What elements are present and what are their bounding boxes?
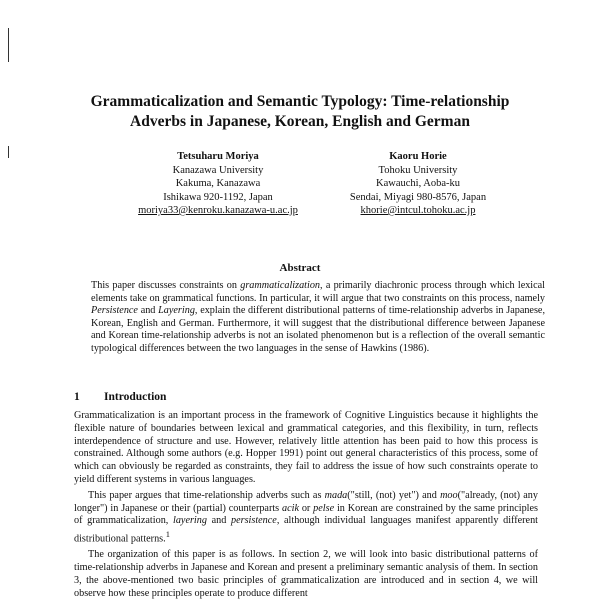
author-name: Tetsuharu Moriya: [177, 151, 259, 162]
scan-edge-mark: [8, 146, 9, 158]
author-address-line-1: Kawauchi, Aoba-ku: [376, 178, 460, 189]
abstract-heading: Abstract: [279, 262, 321, 274]
author-block-2: [318, 150, 518, 218]
author-email-link[interactable]: khorie@intcul.tohoku.ac.jp: [360, 205, 476, 216]
paragraph-1: Grammaticalization is an important process in the framework of Cognitive Linguistics because it highlights the flexible nature of boundaries between lexical and grammatical categories, and this flexibility, in turn, reflects interdependence of structure and use. However, relatively little attention has been paid to how this process is constrained. Although some authors (e.g. Hopper 1991) point out general characteristics of this process, some of which can obviously be regarded as constraints, they fail to address the issue of how such constraints operate to yield different systems in various languages.: [74, 410, 538, 485]
section-title: Introduction: [104, 391, 167, 403]
author-name: Kaoru Horie: [389, 151, 447, 162]
author-affiliation: Tohoku University: [378, 164, 458, 176]
author-block-1: [118, 150, 318, 218]
author-address-line-1: Kakuma, Kanazawa: [175, 178, 261, 189]
author-email-link[interactable]: moriya33@kenroku.kanazawa-u.ac.jp: [138, 205, 298, 216]
abstract-text: This paper discusses constraints on grammaticalization, a primarily diachronic process through which lexical elements take on grammatical functions. In particular, it will argue that two constraints on this process, namely Persistence and Layering, explain the different distributional patterns of time-relationship adverbs in Japanese, Korean, English and German. Furthermore, it will suggest that the distributional difference between Japanese and Korean time-relationship adverbs is not an isolated phenomenon but is a reflection of the overall semantic typological differences between the two languages in the sense of Hawkins (1986).: [91, 280, 546, 354]
section-number: 1: [74, 391, 80, 403]
section-heading-introduction: [74, 391, 166, 403]
paragraph-2: This paper argues that time-relationship adverbs such as mada("still, (not) yet") and moo("already, (not) any longer") in Japanese or their (partial) counterparts acik or pelse in Korean are constrained by the same principles of grammaticalization, layering and persistence, although individual languages manifest apparently different distributional patterns.$^1$: [74, 489, 538, 545]
author-address-line-2: Sendai, Miyagi 980-8576, Japan: [349, 191, 487, 203]
title-line-2: Adverbs in Japanese, Korean, English and German: [130, 113, 470, 130]
author-address-line-2: Ishikawa 920-1192, Japan: [163, 191, 273, 203]
footnote-marker[interactable]: 1: [165, 529, 170, 540]
paper-title: [40, 92, 560, 132]
title-line-1: Grammaticalization and Semantic Typology: Time-relationship: [90, 93, 510, 110]
scan-edge-mark: [8, 28, 9, 62]
section-body: [74, 410, 538, 600]
paragraph-3: The organization of this paper is as follows. In section 2, we will look into basic distributional patterns of time-relationship adverbs in Japanese and Korean and present a preliminary semantic analysis of them. In section 3, the above-mentioned two basic principles of grammaticalization are introduced and in section 4, we will observe how these principles operate to produce different: [74, 549, 538, 599]
author-affiliation: Kanazawa University: [172, 164, 264, 176]
